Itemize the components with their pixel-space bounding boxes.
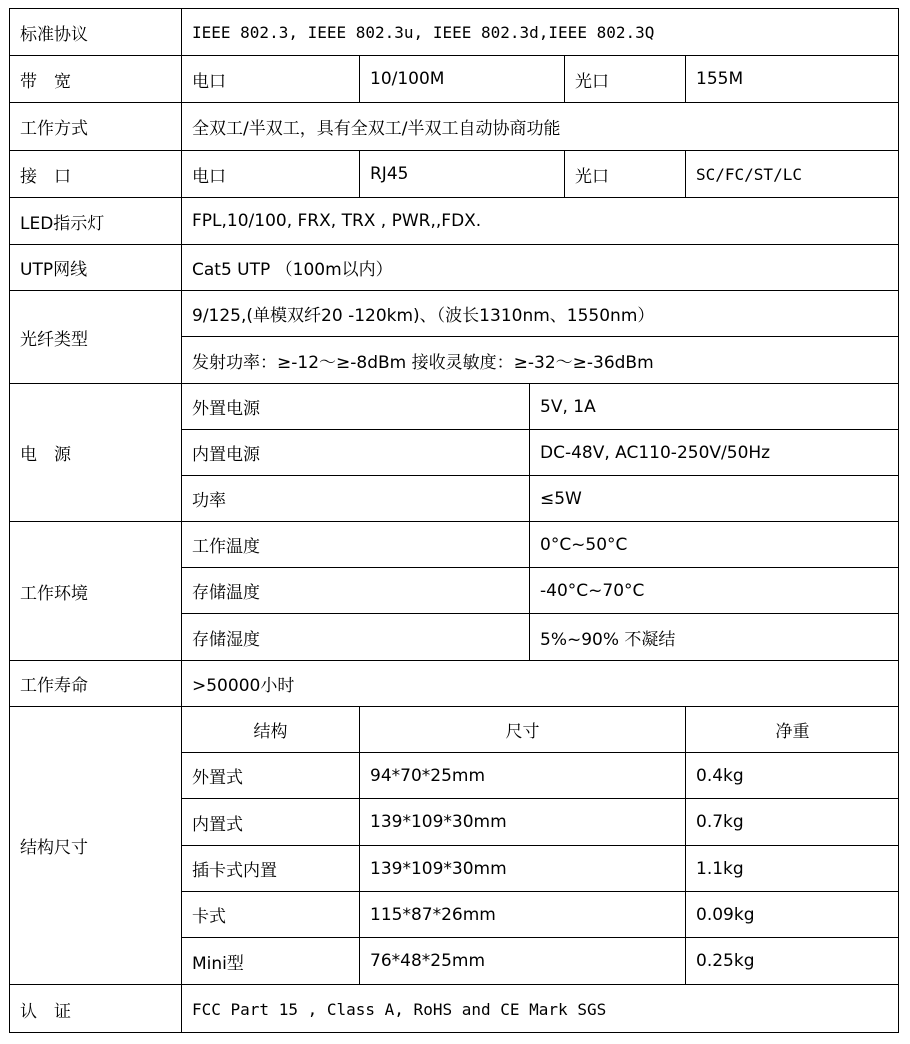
lifetime-label: 工作寿命: [9, 660, 181, 706]
structure-header-type: 结构: [181, 706, 359, 752]
structure-item-type: 插卡式内置: [181, 845, 359, 891]
power-item-name: 内置电源: [181, 429, 529, 475]
structure-item-weight: 0.7kg: [685, 798, 899, 845]
structure-item-type: 外置式: [181, 752, 359, 798]
environment-item-name: 存储温度: [181, 567, 529, 613]
work-mode-value: 全双工/半双工，具有全双工/半双工自动协商功能: [181, 102, 899, 150]
interface-optical-value: SC/FC/ST/LC: [685, 150, 899, 197]
table-right-border: [898, 8, 899, 1033]
power-item-name: 功率: [181, 475, 529, 521]
structure-item-weight: 0.25kg: [685, 937, 899, 984]
standard-label: 标准协议: [9, 8, 181, 55]
structure-item-type: 卡式: [181, 891, 359, 937]
power-item-value: ≤5W: [529, 475, 899, 521]
environment-label: 工作环境: [9, 521, 181, 660]
structure-item-weight: 0.09kg: [685, 891, 899, 937]
bandwidth-electric-value: 10/100M: [359, 55, 564, 102]
structure-item-type: 内置式: [181, 798, 359, 845]
power-item-value: 5V, 1A: [529, 383, 899, 429]
power-item-value: DC-48V, AC110-250V/50Hz: [529, 429, 899, 475]
bandwidth-label: 带 宽: [9, 55, 181, 102]
utp-value: Cat5 UTP （100m以内）: [181, 244, 899, 290]
environment-item-name: 存储湿度: [181, 613, 529, 660]
bandwidth-optical-value: 155M: [685, 55, 899, 102]
lifetime-value: >50000小时: [181, 660, 899, 706]
environment-item-value: -40°C~70°C: [529, 567, 899, 613]
fiber-line-1: 9/125,(单模双纤20 -120km)、（波长1310nm、1550nm）: [181, 290, 899, 336]
structure-item-size: 139*109*30mm: [359, 845, 685, 891]
structure-item-size: 76*48*25mm: [359, 937, 685, 984]
standard-value: IEEE 802.3, IEEE 802.3u, IEEE 802.3d,IEEE 802.3Q: [181, 8, 899, 55]
interface-label: 接 口: [9, 150, 181, 197]
environment-item-name: 工作温度: [181, 521, 529, 567]
power-label: 电 源: [9, 383, 181, 521]
structure-item-size: 115*87*26mm: [359, 891, 685, 937]
led-value: FPL,10/100, FRX, TRX , PWR,,FDX.: [181, 197, 899, 244]
structure-item-weight: 1.1kg: [685, 845, 899, 891]
interface-electric-value: RJ45: [359, 150, 564, 197]
power-item-name: 外置电源: [181, 383, 529, 429]
environment-item-value: 5%~90% 不凝结: [529, 613, 899, 660]
fiber-line-2: 发射功率：≥-12～≥-8dBm 接收灵敏度：≥-32～≥-36dBm: [181, 336, 899, 383]
structure-header-size: 尺寸: [359, 706, 685, 752]
bandwidth-electric-label: 电口: [181, 55, 359, 102]
structure-item-weight: 0.4kg: [685, 752, 899, 798]
fiber-label: 光纤类型: [9, 290, 181, 383]
interface-electric-label: 电口: [181, 150, 359, 197]
cert-label: 认 证: [9, 984, 181, 1033]
work-mode-label: 工作方式: [9, 102, 181, 150]
structure-item-size: 139*109*30mm: [359, 798, 685, 845]
structure-header-weight: 净重: [685, 706, 899, 752]
utp-label: UTP网线: [9, 244, 181, 290]
structure-item-size: 94*70*25mm: [359, 752, 685, 798]
structure-label: 结构尺寸: [9, 706, 181, 984]
table-bottom-border: [9, 1032, 899, 1033]
cert-value: FCC Part 15 , Class A, RoHS and CE Mark SGS: [181, 984, 899, 1033]
bandwidth-optical-label: 光口: [564, 55, 685, 102]
environment-item-value: 0°C~50°C: [529, 521, 899, 567]
interface-optical-label: 光口: [564, 150, 685, 197]
led-label: LED指示灯: [9, 197, 181, 244]
structure-item-type: Mini型: [181, 937, 359, 984]
